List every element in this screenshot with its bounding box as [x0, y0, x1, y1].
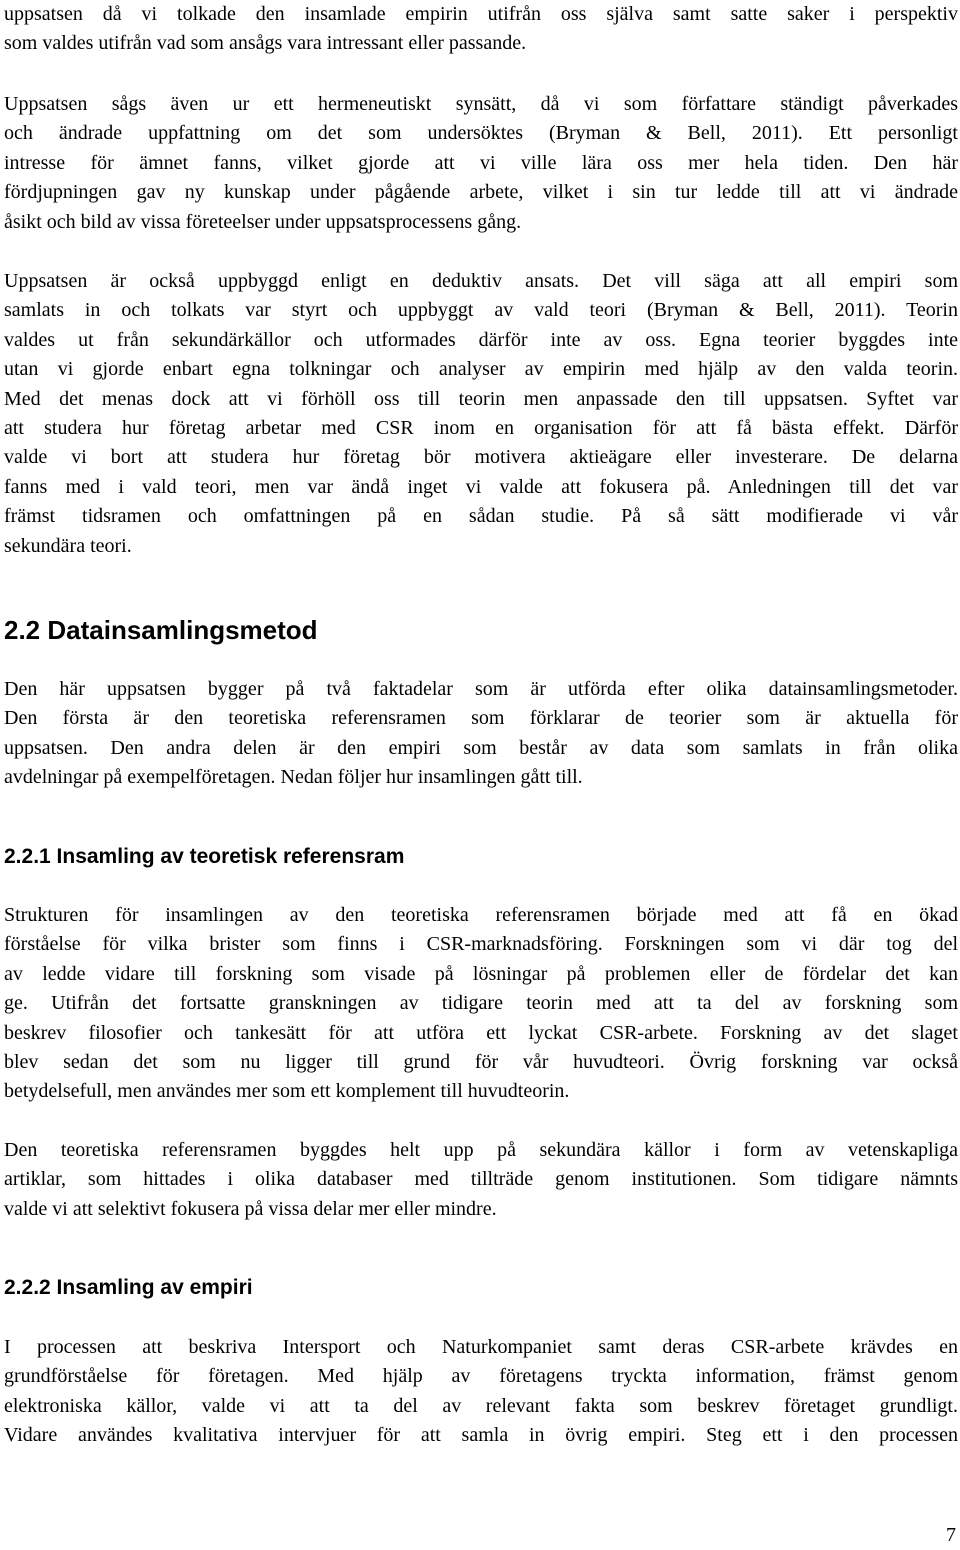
paragraph-6 — [4, 1136, 958, 1224]
text-line: Den teoretiska referensramen byggdes helt upp på sekundära källor i form av vetenskapliga — [4, 1139, 958, 1161]
text-line: fördjupningen gav ny kunskap under pågående arbete, vilket i sin tur ledde till att vi ändrade — [4, 181, 958, 204]
text-line: grundförståelse för företagen. Med hjälp av företagens tryckta information, främst genom — [4, 1365, 958, 1388]
paragraph-7 — [4, 1333, 958, 1451]
text-line: blev sedan det som nu ligger till grund för vår huvudteori. Övrig forskning var också — [4, 1050, 958, 1073]
text-line: som valdes utifrån vad som ansågs vara intressant eller passande. — [4, 32, 527, 55]
text-line: avdelningar på exempelföretagen. Nedan följer hur insamlingen gått till. — [4, 766, 583, 789]
text-line: valde vi bort att studera hur företag bör motivera aktieägare eller investerare. De delarna — [4, 446, 958, 469]
text-line: elektroniska källor, valde vi att ta del av relevant fakta som beskrev företaget grundligt. — [4, 1394, 958, 1417]
section-heading-empiri: 2.2.2 Insamling av empiri — [4, 1276, 253, 1299]
section-heading-datainsamlingsmetod: 2.2 Datainsamlingsmetod — [4, 615, 318, 645]
text-line: Med det menas dock att vi förhöll oss till teorin men anpassade den till uppsatsen. Syftet var — [4, 387, 958, 410]
paragraph-1 — [4, 0, 958, 59]
text-line: beskrev filosofier och tankesätt för att utföra ett lyckat CSR-arbete. Forskning av det slaget — [4, 1021, 958, 1044]
paragraph-4 — [4, 675, 958, 793]
text-line: utan vi gjorde enbart egna tolkningar och analyser av empirin med hjälp av den valda teorin. — [4, 358, 958, 381]
text-line: Den första är den teoretiska referensramen som förklarar de teorier som är aktuella för — [4, 707, 958, 730]
text-line: I processen att beskriva Intersport och Naturkompaniet samt deras CSR-arbete krävdes en — [4, 1336, 958, 1358]
page-number: 7 — [946, 1524, 956, 1546]
section-heading-teoretisk-referensram: 2.2.1 Insamling av teoretisk referensram — [4, 845, 405, 868]
text-line: Uppsatsen sågs även ur ett hermeneutiskt synsätt, då vi som författare ständigt påverkades — [4, 93, 958, 115]
text-line: valde vi att selektivt fokusera på vissa delar mer eller mindre. — [4, 1197, 497, 1220]
text-line: fanns med i vald teori, men var ändå inget vi valde att fokusera på. Anledningen till det var — [4, 475, 958, 498]
text-line: betydelsefull, men användes mer som ett komplement till huvudteorin. — [4, 1080, 570, 1103]
text-line: av ledde vidare till forskning som visade på lösningar på problemen eller de fördelar det kan — [4, 962, 958, 985]
paragraph-3 — [4, 267, 958, 561]
text-line: att studera hur företag arbetar med CSR inom en organisation för att få bästa effekt. Därför — [4, 416, 958, 439]
text-line: åsikt och bild av vissa företeelser under uppsatsprocessens gång. — [4, 210, 522, 233]
text-line: Den här uppsatsen bygger på två faktadelar som är utförda efter olika datainsamlingsmetoder. — [4, 678, 958, 700]
text-line: Vidare användes kvalitativa intervjuer för att samla in övrig empiri. Steg ett i den processen — [4, 1424, 958, 1447]
text-line: samlats in och tolkats var styrt och uppbyggt av vald teori (Bryman & Bell, 2011). Teorin — [4, 299, 958, 322]
text-line: främst tidsramen och omfattningen på en sådan studie. På så sätt modifierade vi vår — [4, 505, 958, 528]
text-line: artiklar, som hittades i olika databaser med tillträde genom institutionen. Som tidigare nämnts — [4, 1168, 958, 1191]
text-line: sekundära teori. — [4, 534, 132, 557]
text-line: Uppsatsen är också uppbyggd enligt en deduktiv ansats. Det vill säga att all empiri som — [4, 270, 958, 292]
paragraph-5 — [4, 901, 958, 1107]
text-line: intresse för ämnet fanns, vilket gjorde att vi ville lära oss mer hela tiden. Den här — [4, 151, 958, 174]
text-line: Strukturen för insamlingen av den teoretiska referensramen började med att få en ökad — [4, 904, 958, 926]
text-line: uppsatsen. Den andra delen är den empiri som består av data som samlats in från olika — [4, 736, 958, 759]
text-line: valdes ut från sekundärkällor och utformades därför inte av oss. Egna teorier byggdes inte — [4, 328, 958, 351]
paragraph-2 — [4, 90, 958, 237]
text-line: ge. Utifrån det fortsatte granskningen av tidigare teorin med att ta del av forskning som — [4, 992, 958, 1015]
text-line: förståelse för vilka brister som finns i CSR-marknadsföring. Forskningen som vi där tog del — [4, 933, 958, 956]
text-line: och ändrade uppfattning om det som undersöktes (Bryman & Bell, 2011). Ett personligt — [4, 122, 958, 145]
text-line: uppsatsen då vi tolkade den insamlade empirin utifrån oss själva samt satte saker i perspektiv — [4, 3, 958, 25]
